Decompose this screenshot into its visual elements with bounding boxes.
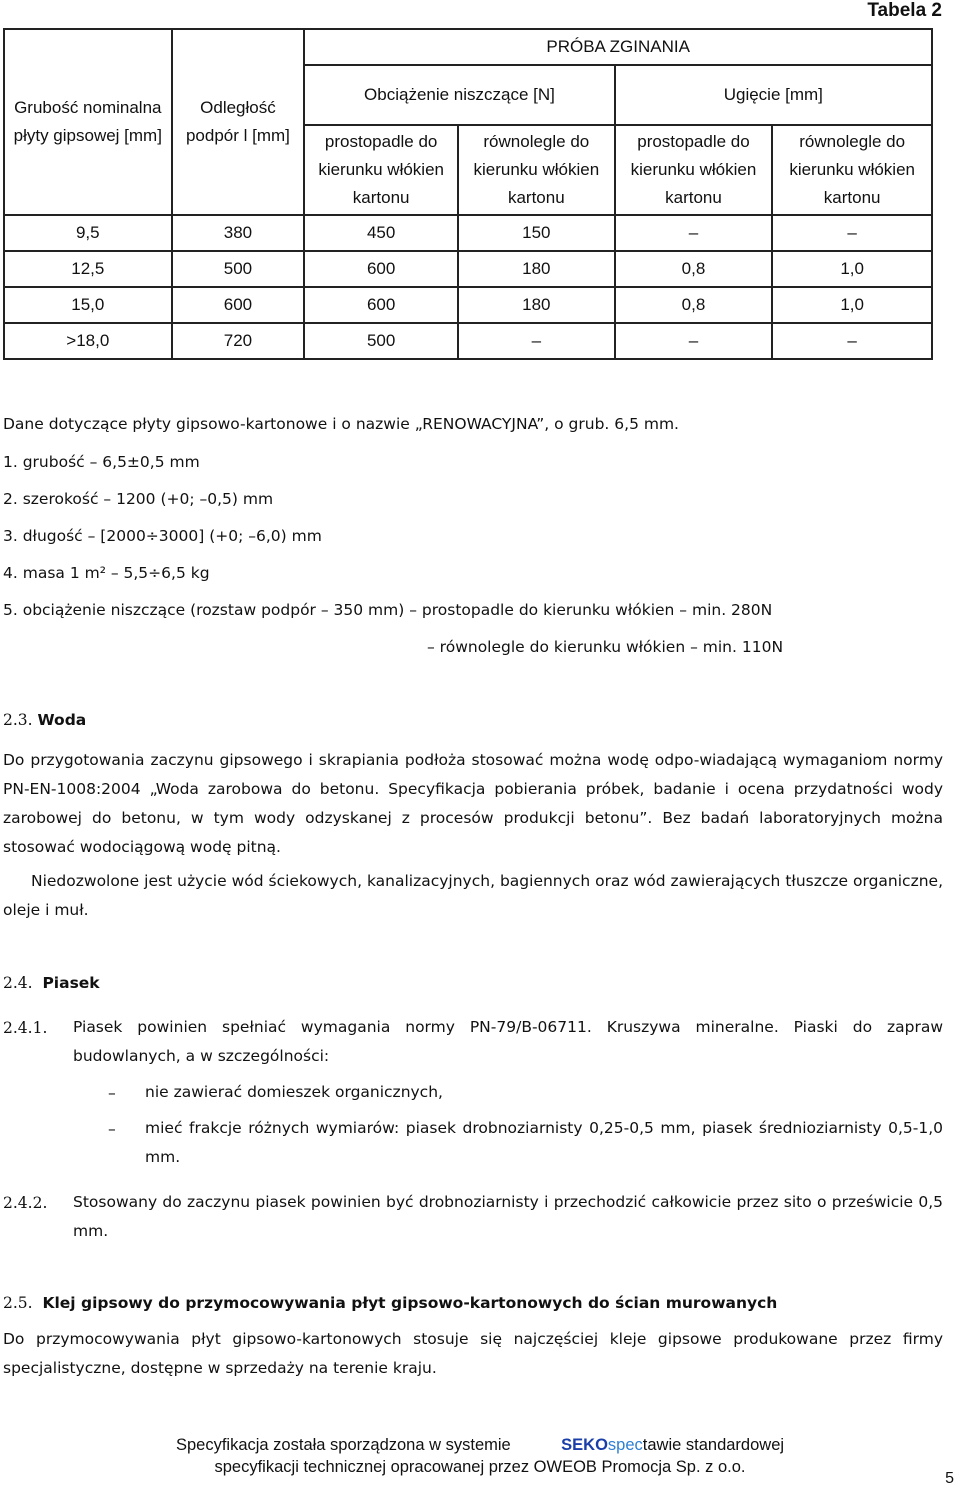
table-cell: 150 <box>458 215 615 251</box>
table-cell: 15,0 <box>4 287 172 323</box>
header-par-def: równolegle do kierunku włókien kartonu <box>772 125 932 215</box>
table-cell: 0,8 <box>615 251 773 287</box>
header-span: Odległość podpór l [mm] <box>172 29 305 215</box>
piasek-paragraph-1: Piasek powinien spełniać wymagania normy PN-79/B-06711. Kruszywa mineralne. Piaski do zapraw budowlanych, a w szczególności: <box>73 1018 943 1065</box>
woda-paragraph-1: Do przygotowania zaczynu gipsowego i skrapiania podłoża stosować można wodę odpo-wiadającą wymaganiom normy PN-EN-1008:2004 „Woda zarobowa do betonu. Specyfikacja pobierania próbek, badanie i ocena przydatności wody zarobowej do betonu, w tym wody odzyskanej z procesów produkcji betonu”. Bez badań laboratoryjnych można stosować wodociągową wodę pitną. <box>3 751 943 856</box>
table-cell: 12,5 <box>4 251 172 287</box>
table-cell: 9,5 <box>4 215 172 251</box>
section-woda-heading <box>3 705 86 735</box>
table-cell: – <box>458 323 615 359</box>
table-row <box>4 323 932 359</box>
table-cell: 600 <box>172 287 305 323</box>
header-thickness: Grubość nominalna płyty gipsowej [mm] <box>4 29 172 215</box>
table-cell: >18,0 <box>4 323 172 359</box>
bending-test-table <box>3 28 933 360</box>
header-deflection: Ugięcie [mm] <box>615 65 932 125</box>
table-row <box>4 251 932 287</box>
piasek-paragraph-2: Stosowany do zaczynu piasek powinien być drobnoziarnisty i przechodzić całkowicie przez sito o prześwicie 0,5 mm. <box>73 1193 943 1240</box>
subsection-number: 2.4.1. <box>3 1019 48 1037</box>
header-perp-def: prostopadle do kierunku włókien kartonu <box>615 125 773 215</box>
section-title: Piasek <box>42 974 100 992</box>
section-klej-heading <box>3 1288 943 1318</box>
footer-text-b: tawie standardowej <box>642 1436 785 1454</box>
brand-spec: spec <box>607 1436 643 1454</box>
section-title: Woda <box>37 711 87 729</box>
section-number: 2.3. <box>3 711 33 729</box>
bullet-dash: – <box>108 1084 116 1102</box>
table-cell: – <box>615 323 773 359</box>
renowacyjna-intro: Dane dotyczące płyty gipsowo-kartonowe i o nazwie „RENOWACYJNA”, o grub. 6,5 mm. <box>3 415 679 433</box>
footer-line-2: specyfikacji technicznej opracowanej przez OWEOB Promocja Sp. z o.o. <box>214 1458 746 1476</box>
brand-seko: SEKO <box>561 1436 608 1454</box>
footer-text-a: Specyfikacja została sporządzona w systemie <box>175 1436 511 1454</box>
table-cell: 0,8 <box>615 287 773 323</box>
table-cell: 380 <box>172 215 305 251</box>
renowacyjna-item-4: 4. masa 1 m² – 5,5÷6,5 kg <box>3 564 210 582</box>
table-label: Tabela 2 <box>867 0 942 21</box>
renowacyjna-item-5: 5. obciążenie niszczące (rozstaw podpór – 350 mm) – prostopadle do kierunku włókien – min. 280N <box>3 601 773 619</box>
table-cell: 600 <box>304 287 458 323</box>
woda-paragraph-2: Niedozwolone jest użycie wód ściekowych, kanalizacyjnych, bagiennych oraz wód zawierających tłuszcze organiczne, oleje i muł. <box>3 872 943 919</box>
renowacyjna-item-2: 2. szerokość – 1200 (+0; –0,5) mm <box>3 490 274 508</box>
section-piasek-heading <box>3 968 100 998</box>
table-cell: 450 <box>304 215 458 251</box>
renowacyjna-item-1: 1. grubość – 6,5±0,5 mm <box>3 453 200 471</box>
table-cell: 1,0 <box>772 251 932 287</box>
table-cell: 720 <box>172 323 305 359</box>
table-row <box>4 215 932 251</box>
renowacyjna-item-3: 3. długość – [2000÷3000] (+0; –6,0) mm <box>3 527 322 545</box>
table-cell: – <box>615 215 773 251</box>
header-perp-load: prostopadle do kierunku włókien kartonu <box>304 125 458 215</box>
bullet-item: nie zawierać domieszek organicznych, <box>145 1083 443 1101</box>
renowacyjna-item-5-cont: – równolegle do kierunku włókien – min. 110N <box>427 638 784 656</box>
bullet-item: mieć frakcje różnych wymiarów: piasek drobnoziarnisty 0,25-0,5 mm, piasek średnioziarnisty 0,5-1,0 mm. <box>145 1119 943 1166</box>
section-number: 2.5. <box>3 1294 33 1312</box>
table-cell: 500 <box>304 323 458 359</box>
section-number: 2.4. <box>3 974 33 992</box>
header-par-load: równolegle do kierunku włókien kartonu <box>458 125 615 215</box>
table-cell: 1,0 <box>772 287 932 323</box>
table-cell: 600 <box>304 251 458 287</box>
table-row <box>4 287 932 323</box>
footer-line-1 <box>0 1436 960 1455</box>
table-cell: 180 <box>458 251 615 287</box>
table-cell: – <box>772 323 932 359</box>
subsection-number: 2.4.2. <box>3 1194 48 1212</box>
header-group-title: PRÓBA ZGINANIA <box>304 29 932 65</box>
header-load: Obciążenie niszczące [N] <box>304 65 614 125</box>
section-title: Klej gipsowy do przymocowywania płyt gipsowo-kartonowych do ścian murowanych <box>42 1294 778 1312</box>
table-cell: 500 <box>172 251 305 287</box>
page-number: 5 <box>945 1470 954 1487</box>
table-cell: – <box>772 215 932 251</box>
table-cell: 180 <box>458 287 615 323</box>
klej-paragraph: Do przymocowywania płyt gipsowo-kartonowych stosuje się najczęściej kleje gipsowe produkowane przez firmy specjalistyczne, dostępne w sprzedaży na terenie kraju. <box>3 1330 943 1377</box>
bullet-dash: – <box>108 1120 116 1138</box>
